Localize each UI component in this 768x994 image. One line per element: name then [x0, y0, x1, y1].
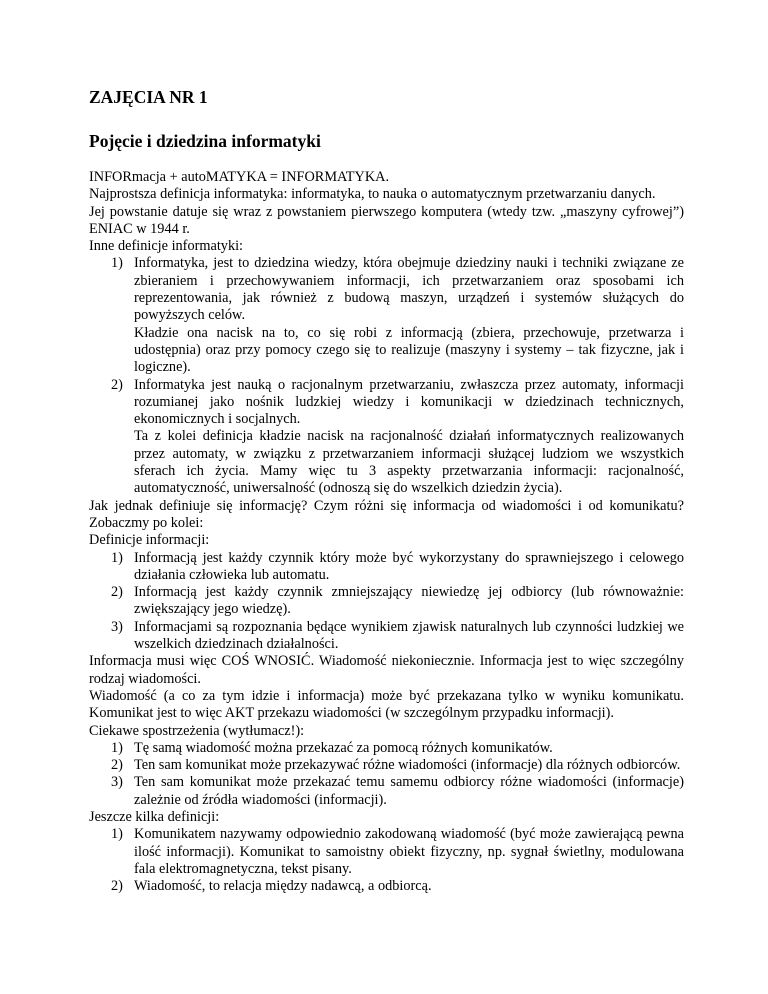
list-item-note: Kładzie ona nacisk na to, co się robi z informacją (zbiera, przechowuje, przetwarza i udostępnia) oraz przy pomocy czego się to realizuje (maszyny i systemy – tak fizyczne, jak i logiczne).	[134, 324, 684, 376]
list-item	[89, 255, 684, 376]
list-number: 2)	[111, 878, 123, 895]
list-item-text: Tę samą wiadomość można przekazać za pomocą różnych komunikatów.	[134, 739, 553, 756]
list-number: 1)	[111, 739, 123, 756]
paragraph: Definicje informacji:	[89, 532, 210, 549]
paragraph: INFORmacja + autoMATYKA = INFORMATYKA.	[89, 169, 390, 185]
list-item-text: Komunikatem nazywamy odpowiednio zakodowaną wiadomość (być może zawierającą pewna ilość informacji). Komunikat to samoistny obiekt fizyczny, np. sygnał świetlny, modulowana fala elektromagnetyczna, tekst pisany.	[134, 826, 684, 877]
list-item-text: Wiadomość, to relacja między nadawcą, a odbiorcą.	[134, 878, 432, 895]
list-item-text: Informatyka, jest to dziedzina wiedzy, która obejmuje dziedziny nauki i techniki związane ze zbieraniem i przechowywaniem informacji, ich przetwarzaniem oraz sposobami ich reprezentowania, jak również z budową maszyn, urządzeń i systemów służących do powyższych celów.	[134, 255, 684, 324]
list-number: 3)	[111, 774, 123, 791]
list-number: 2)	[111, 757, 123, 774]
paragraph: Jak jednak definiuje się informację? Czym różni się informacja od wiadomości i od komunikatu? Zobaczmy po kolei:	[89, 497, 684, 531]
list-item-text: Informacjami są rozpoznania będące wynikiem zjawisk naturalnych lub czynności ludzkiej we wszelkich dziedzinach działalności.	[134, 618, 684, 653]
list-item-text: Informacją jest każdy czynnik zmniejszający niewiedzę jej odbiorcy (lub równoważnie: zwiększający jego wiedzę).	[134, 584, 684, 618]
list-number: 1)	[111, 826, 123, 843]
list-item	[89, 377, 684, 498]
list-number: 1)	[111, 549, 123, 566]
paragraph: Jeszcze kilka definicji:	[89, 808, 220, 825]
paragraph: Wiadomość (a co za tym idzie i informacja) może być przekazana tylko w wyniku komunikatu. Komunikat jest to więc AKT przekazu wiadomości (w szczególnym przypadku informacji).	[89, 687, 684, 722]
list-item	[89, 584, 684, 619]
list-item-note: Ta z kolei definicja kładzie nacisk na racjonalność działań informatycznych realizowanych przez automaty, w związku z przetwarzaniem informacji służącej ludziom we wszystkich sferach ich życia. Mamy więc tu 3 aspekty przetwarzania informacji: racjonalność, automatyczność, uniwersalność (odnoszą się do wszelkich dziedzin życia).	[134, 428, 684, 497]
document-body	[89, 169, 684, 895]
list-item-text: Informacją jest każdy czynnik który może być wykorzystany do sprawniejszego i celowego działania człowieka lub automatu.	[134, 549, 684, 583]
paragraph: Jej powstanie datuje się wraz z powstaniem pierwszego komputera (wtedy tzw. „maszyny cyfrowej”) ENIAC w 1944 r.	[89, 203, 684, 237]
informatics-definitions-list	[89, 255, 684, 497]
list-item	[89, 550, 684, 585]
list-item	[89, 740, 684, 757]
paragraph: Informacja musi więc COŚ WNOSIĆ. Wiadomość niekoniecznie. Informacja jest to więc szczególny rodzaj wiadomości.	[89, 653, 684, 687]
list-number: 1)	[111, 255, 123, 272]
paragraph: Ciekawe spostrzeżenia (wytłumacz!):	[89, 722, 305, 739]
observations-list	[89, 740, 684, 809]
information-definitions-list	[89, 550, 684, 654]
list-item	[89, 774, 684, 809]
list-item-text: Ten sam komunikat może przekazywać różne wiadomości (informacje) dla różnych odbiorców.	[134, 757, 681, 774]
list-number: 2)	[111, 584, 123, 601]
list-number: 3)	[111, 618, 123, 635]
list-item	[89, 619, 684, 654]
list-item	[89, 878, 684, 895]
document-title: ZAJĘCIA NR 1	[89, 87, 208, 107]
list-item	[89, 757, 684, 774]
list-item-text: Informatyka jest nauką o racjonalnym przetwarzaniu, zwłaszcza przez automaty, informacji rozumianej jako nośnik ludzkiej wiedzy i komunikacji w dziedzinach technicznych, ekonomicznych i socjalnych.	[134, 376, 684, 428]
more-definitions-list	[89, 826, 684, 895]
paragraph: Najprostsza definicja informatyka: informatyka, to nauka o automatycznym przetwarzaniu danych.	[89, 186, 656, 203]
list-number: 2)	[111, 376, 123, 393]
list-item-text: Ten sam komunikat może przekazać temu samemu odbiorcy różne wiadomości (informacje) zależnie od źródła wiadomości (informacji).	[134, 774, 684, 808]
paragraph: Inne definicje informatyki:	[89, 238, 244, 255]
section-title: Pojęcie i dziedzina informatyki	[89, 131, 321, 151]
list-item	[89, 826, 684, 878]
